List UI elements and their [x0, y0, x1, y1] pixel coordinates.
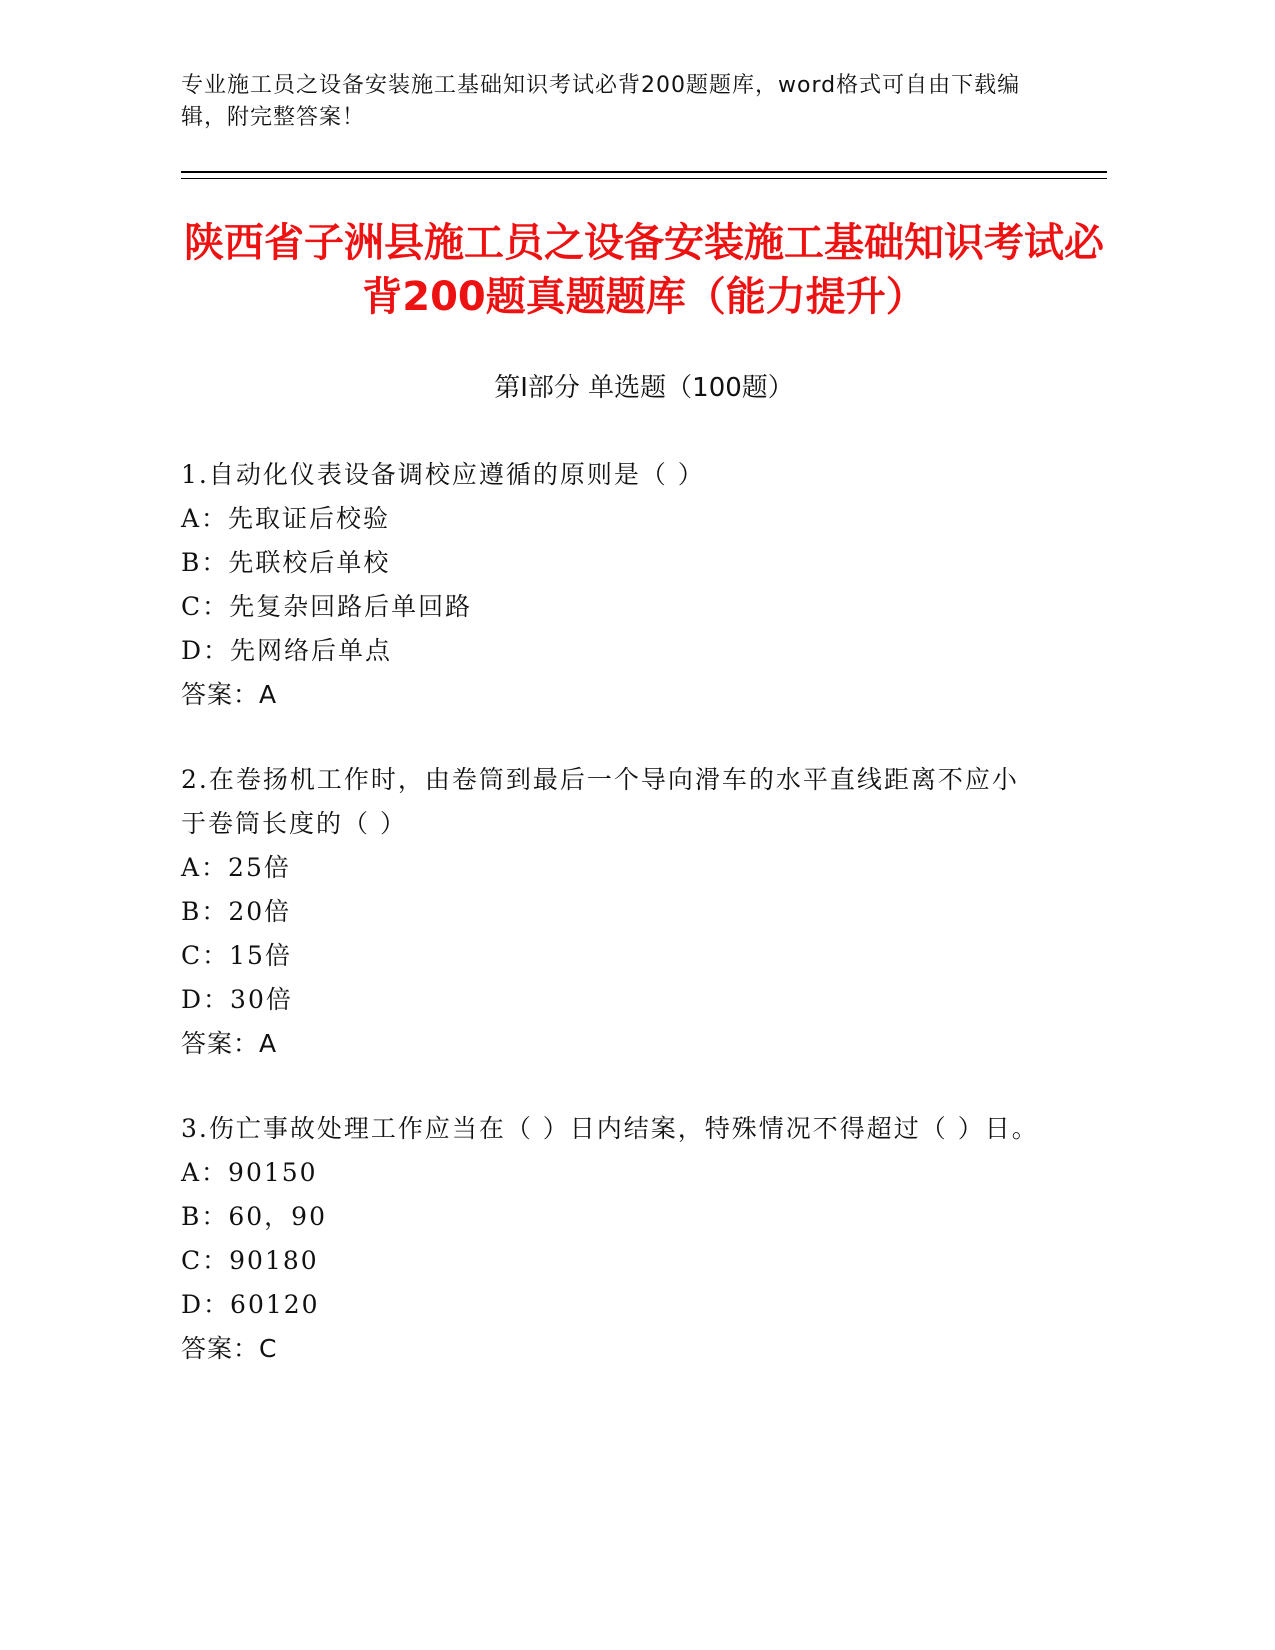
header-note: 专业施工员之设备安装施工基础知识考试必背200题题库，word格式可自由下载编辑，附完整答案！	[181, 73, 1021, 130]
option-b: B：先联校后单校	[181, 548, 391, 577]
option-c: C：先复杂回路后单回路	[181, 592, 473, 621]
question-2	[181, 758, 1041, 1066]
option-a: A：先取证后校验	[181, 504, 391, 533]
question-stem: 2.在卷扬机工作时，由卷筒到最后一个导向滑车的水平直线距离不应小于卷筒长度的（ ）	[181, 765, 1019, 838]
option-b: B：60，90	[181, 1202, 327, 1231]
section-heading: 第Ⅰ部分 单选题（100题）	[494, 373, 794, 403]
option-a: A：90150	[181, 1158, 318, 1187]
option-c: C：90180	[181, 1246, 319, 1275]
answer: 答案：A	[181, 1029, 278, 1058]
option-d: D：先网络后单点	[181, 636, 393, 665]
option-d: D：60120	[181, 1290, 320, 1319]
question-stem: 1.自动化仪表设备调校应遵循的原则是（ ）	[181, 460, 705, 489]
header-divider-thick	[181, 171, 1107, 173]
option-d: D：30倍	[181, 985, 293, 1014]
option-c: C：15倍	[181, 941, 292, 970]
question-3	[181, 1107, 1041, 1371]
option-a: A：25倍	[181, 853, 291, 882]
question-stem: 3.伤亡事故处理工作应当在（ ）日内结案，特殊情况不得超过（ ）日。	[181, 1114, 1039, 1143]
option-b: B：20倍	[181, 897, 292, 926]
answer: 答案：C	[181, 1334, 278, 1363]
answer: 答案：A	[181, 680, 278, 709]
question-1	[181, 453, 1041, 717]
document-title: 陕西省子洲县施工员之设备安装施工基础知识考试必背200题真题题库（能力提升）	[184, 220, 1104, 320]
header-divider-thin	[181, 178, 1107, 179]
